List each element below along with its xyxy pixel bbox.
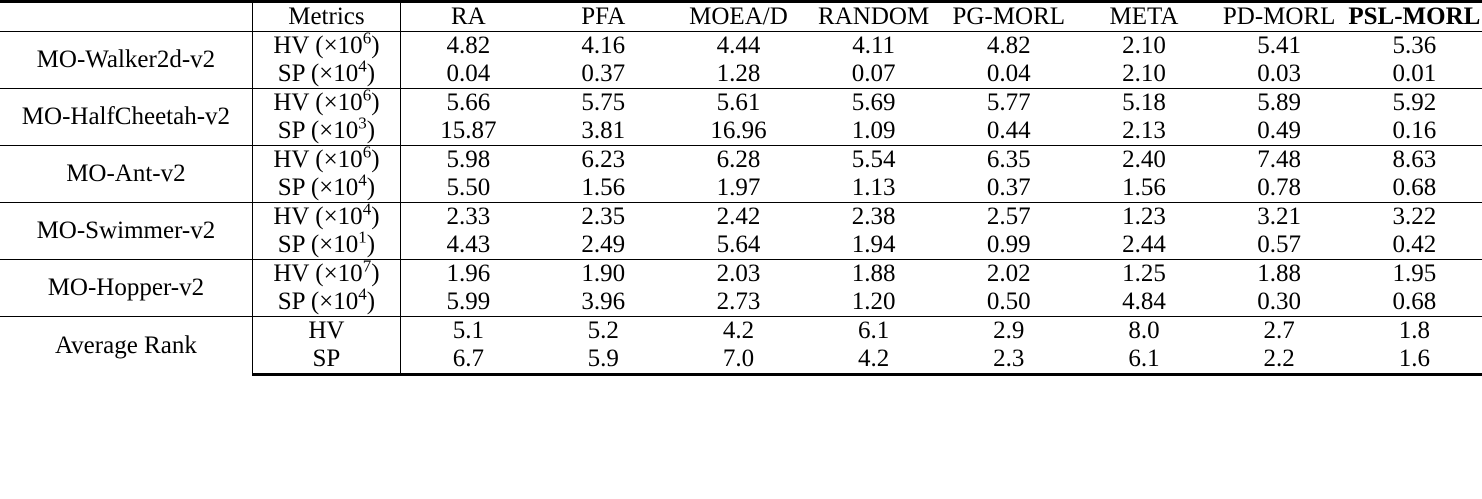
value-cell: 16.96 <box>710 117 767 144</box>
value-cell: 4.2 <box>806 345 941 375</box>
metric-label-cell <box>252 227 400 260</box>
metric-name: HV <box>273 260 309 287</box>
value-cell: 5.99 <box>446 288 491 315</box>
value-cell: 5.92 <box>1347 89 1482 118</box>
value-cell: 7.0 <box>671 345 806 375</box>
value-cell: 0.37 <box>986 174 1031 201</box>
table-header-row <box>0 2 1482 32</box>
column-header-moea-d: MOEA/D <box>671 2 806 32</box>
value-cell: 5.54 <box>806 146 941 175</box>
metric-label-cell <box>252 256 400 289</box>
value-cell: 5.89 <box>1212 89 1347 118</box>
metric-scale: $(\times 10^6)$ <box>309 85 380 116</box>
value-cell: 6.28 <box>671 146 806 175</box>
column-header-pd-morl: PD-MORL <box>1212 2 1347 32</box>
value-cell: 2.02 <box>941 260 1076 289</box>
value-cell: 6.7 <box>401 345 536 375</box>
table-row <box>0 260 1482 289</box>
value-cell: 5.77 <box>941 89 1076 118</box>
value-cell: 5.69 <box>806 89 941 118</box>
metric-name: SP <box>277 288 305 315</box>
column-header-ra: RA <box>401 2 536 32</box>
value-cell: 1.88 <box>806 260 941 289</box>
value-cell: 5.50 <box>446 174 491 201</box>
metric-label-cell <box>252 113 400 146</box>
value-cell: 4.11 <box>806 32 941 61</box>
metric-name: SP <box>277 60 305 87</box>
value-cell: 2.40 <box>1076 146 1211 175</box>
value-cell: 3.22 <box>1347 203 1482 232</box>
value-cell: 0.30 <box>1257 288 1301 315</box>
metric-label-cell <box>252 28 400 61</box>
metric-name: SP <box>312 345 341 372</box>
metric-label-cell <box>252 85 400 118</box>
metric-name: HV <box>273 89 309 116</box>
value-cell: 1.56 <box>581 174 626 201</box>
value-cell: 4.2 <box>671 317 806 346</box>
column-header-psl-morl: PSL-MORL <box>1348 3 1481 30</box>
column-header-metrics: Metrics <box>252 2 400 32</box>
metric-name: HV <box>273 203 309 230</box>
value-cell: 2.7 <box>1212 317 1347 346</box>
value-cell: 1.09 <box>851 117 896 144</box>
value-cell: 1.23 <box>1076 203 1211 232</box>
value-cell: 1.20 <box>851 288 896 315</box>
value-cell: 1.88 <box>1212 260 1347 289</box>
value-cell: 5.64 <box>716 231 761 258</box>
value-cell: 1.96 <box>401 260 536 289</box>
value-cell: 6.35 <box>941 146 1076 175</box>
value-cell: 5.66 <box>401 89 536 118</box>
value-cell: 5.18 <box>1076 89 1211 118</box>
value-cell: 2.3 <box>941 345 1076 375</box>
value-cell: 1.6 <box>1347 345 1482 375</box>
metric-label-cell <box>252 317 400 346</box>
metric-name: SP <box>277 117 305 144</box>
value-cell: 0.16 <box>1392 117 1437 144</box>
env-name-cell: MO-Walker2d-v2 <box>0 32 252 89</box>
value-cell: 1.28 <box>716 60 761 87</box>
value-cell: 2.33 <box>401 203 536 232</box>
metric-scale: $(\times 10^4)$ <box>309 199 380 230</box>
table-row <box>0 203 1482 232</box>
value-cell: 0.44 <box>986 117 1031 144</box>
column-header-meta: META <box>1076 2 1211 32</box>
value-cell: 2.10 <box>1076 32 1211 61</box>
value-cell: 2.10 <box>1122 60 1166 87</box>
value-cell: 0.57 <box>1257 231 1301 258</box>
metric-scale: $(\times 10^6)$ <box>309 142 380 173</box>
value-cell: 2.35 <box>536 203 671 232</box>
value-cell: 4.82 <box>941 32 1076 61</box>
metric-scale: $(\times 10^1)$ <box>304 227 376 258</box>
value-cell: 5.41 <box>1212 32 1347 61</box>
value-cell: 15.87 <box>440 117 497 144</box>
value-cell: 0.49 <box>1257 117 1301 144</box>
value-cell: 1.56 <box>1122 174 1166 201</box>
value-cell: 0.99 <box>986 231 1031 258</box>
metric-name: HV <box>308 317 345 344</box>
metric-label-cell <box>252 345 400 375</box>
value-cell: 4.16 <box>536 32 671 61</box>
value-cell: 5.36 <box>1347 32 1482 61</box>
column-header-random: RANDOM <box>806 2 941 32</box>
value-cell: 2.2 <box>1212 345 1347 375</box>
env-name-cell: MO-Swimmer-v2 <box>0 203 252 260</box>
value-cell: 1.25 <box>1076 260 1211 289</box>
value-cell: 6.1 <box>806 317 941 346</box>
metric-label-cell <box>252 170 400 203</box>
value-cell: 0.78 <box>1257 174 1301 201</box>
metric-name: HV <box>273 146 309 173</box>
value-cell: 8.0 <box>1076 317 1211 346</box>
metric-scale: $(\times 10^7)$ <box>309 256 380 287</box>
table-row <box>0 32 1482 61</box>
value-cell: 4.84 <box>1122 288 1166 315</box>
value-cell: 6.1 <box>1076 345 1211 375</box>
value-cell: 1.13 <box>851 174 896 201</box>
value-cell: 8.63 <box>1347 146 1482 175</box>
table-row <box>0 89 1482 118</box>
value-cell: 1.97 <box>716 174 761 201</box>
value-cell: 5.98 <box>401 146 536 175</box>
column-header-pg-morl: PG-MORL <box>941 2 1076 32</box>
value-cell: 0.68 <box>1392 174 1437 201</box>
value-cell: 0.04 <box>986 60 1031 87</box>
value-cell: 5.2 <box>536 317 671 346</box>
value-cell: 5.9 <box>536 345 671 375</box>
metric-scale: $(\times 10^4)$ <box>304 284 376 315</box>
metric-label-cell <box>252 284 400 317</box>
value-cell: 2.44 <box>1122 231 1166 258</box>
value-cell: 4.82 <box>401 32 536 61</box>
metric-scale: $(\times 10^3)$ <box>304 113 376 144</box>
value-cell: 3.81 <box>581 117 626 144</box>
value-cell: 5.61 <box>671 89 806 118</box>
value-cell: 2.57 <box>941 203 1076 232</box>
value-cell: 2.9 <box>941 317 1076 346</box>
value-cell: 3.21 <box>1212 203 1347 232</box>
env-name-cell: MO-Hopper-v2 <box>0 260 252 317</box>
env-name-cell: MO-HalfCheetah-v2 <box>0 89 252 146</box>
metric-scale: $(\times 10^4)$ <box>304 56 376 87</box>
metric-name: HV <box>273 32 309 59</box>
column-header-pfa: PFA <box>536 2 671 32</box>
metric-scale: $(\times 10^6)$ <box>309 28 380 59</box>
table-row <box>0 146 1482 175</box>
header-env-spacer <box>0 2 252 32</box>
value-cell: 2.73 <box>716 288 761 315</box>
env-name-cell: MO-Ant-v2 <box>0 146 252 203</box>
value-cell: 2.49 <box>581 231 626 258</box>
metric-label-cell <box>252 56 400 89</box>
metric-label-cell <box>252 142 400 175</box>
results-table-body <box>0 2 1482 375</box>
value-cell: 1.90 <box>536 260 671 289</box>
value-cell: 0.42 <box>1392 231 1437 258</box>
value-cell: 4.44 <box>671 32 806 61</box>
value-cell: 0.68 <box>1392 288 1437 315</box>
value-cell: 0.50 <box>986 288 1031 315</box>
value-cell: 1.94 <box>851 231 896 258</box>
value-cell: 5.1 <box>401 317 536 346</box>
value-cell: 2.03 <box>671 260 806 289</box>
value-cell: 4.43 <box>446 231 491 258</box>
value-cell: 2.13 <box>1122 117 1166 144</box>
value-cell: 5.75 <box>536 89 671 118</box>
value-cell: 0.07 <box>851 60 896 87</box>
metric-scale: $(\times 10^4)$ <box>304 170 376 201</box>
value-cell: 7.48 <box>1212 146 1347 175</box>
metric-name: SP <box>277 174 305 201</box>
value-cell: 2.42 <box>671 203 806 232</box>
value-cell: 0.04 <box>446 60 491 87</box>
value-cell: 2.38 <box>806 203 941 232</box>
value-cell: 3.96 <box>581 288 626 315</box>
table-row <box>0 317 1482 346</box>
env-name-cell: Average Rank <box>0 317 252 375</box>
value-cell: 1.95 <box>1347 260 1482 289</box>
metric-label-cell <box>252 199 400 232</box>
value-cell: 0.01 <box>1392 60 1437 87</box>
value-cell: 0.03 <box>1257 60 1301 87</box>
value-cell: 1.8 <box>1347 317 1482 346</box>
value-cell: 6.23 <box>536 146 671 175</box>
value-cell: 0.37 <box>581 60 626 87</box>
metric-name: SP <box>277 231 305 258</box>
